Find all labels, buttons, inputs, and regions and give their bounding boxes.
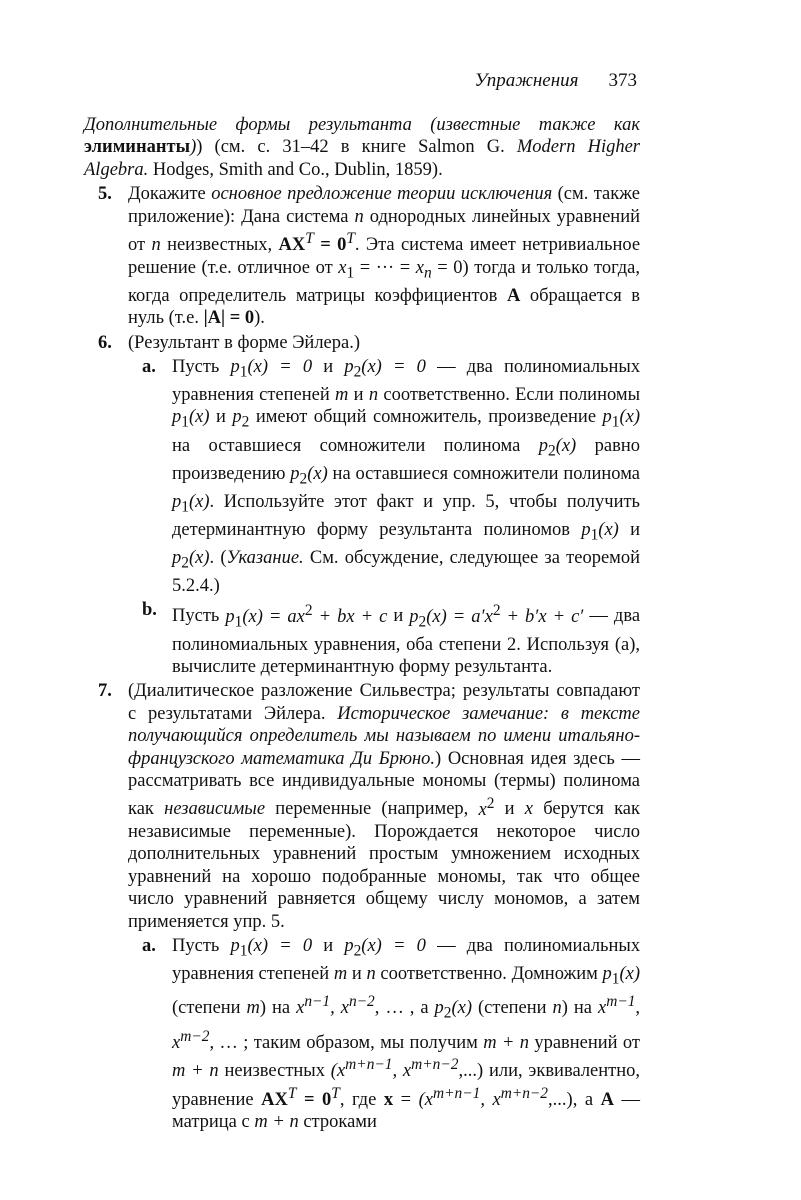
math-p2: $p_2(x)$ [172,547,210,572]
sub-label: a. [142,936,156,957]
text: на оставшиеся сомножители полинома [332,463,641,484]
sub-label: a. [142,356,156,377]
math: n [366,964,376,985]
math-p2: $p_2(x) = 0$ [344,936,426,960]
math-quad1: $p_1(x) = ax^2$ + bx + c [225,601,388,631]
intro-bold-term: элиминанты [84,137,191,158]
math-p1: $p_1(x) = 0$ [230,936,313,960]
historical-note: Историческое замечание: в тексте получающийся определитель мы называем по имени итальяно-французского математика Ди Брюно. [128,703,640,769]
math-quad2: $p_2(x) = a'x^2 + b'x + c'$ [409,601,584,631]
text: , где [339,1089,377,1110]
text: (степени [477,998,547,1019]
text: Пусть [172,936,220,957]
text: соответственно. Домножим [380,964,598,985]
math: m + n [172,1061,219,1082]
math-p1: $p_1(x)$ [602,407,641,432]
intro-paragraph [84,114,640,181]
hint-label: Указание. [226,547,304,568]
math: m + n [483,1032,529,1053]
math: m [335,385,349,405]
math-AXT: $AX^T = 0^T$ [261,1084,340,1110]
intro-italic-lead: Дополнительные формы результанта (известные также как [84,115,640,135]
math: = [393,1089,419,1110]
text: равно произведению [172,435,641,484]
text: . Эта система имеет нетривиальное решение (т.е. отличное от [128,235,641,278]
text: и [351,964,362,985]
text: — два полиномиальных уравнения, оба степени 2. Используя (a), вычислите детерминантную форму результанта. [172,606,641,678]
math-x-vector: x [383,1089,394,1110]
math-x1: $x_1$ = ··· = [338,257,411,282]
exercise-5 [84,183,640,329]
math-AXT: $AX^T = 0^T$ [278,230,355,256]
text: неизвестных [224,1061,325,1082]
text: и [393,606,404,627]
exercise-number: 6. [98,332,112,353]
math-p2: $p_2(x)$ [538,435,577,460]
exercise-6a [84,356,640,597]
math-detA: |A| = 0 [203,308,255,329]
running-header [84,68,637,94]
exercise-number: 7. [98,681,112,702]
text: (Результант в форме Эйлера.) [128,332,361,353]
text: или, эквивалентно, уравнение [172,1061,641,1110]
text: ). [254,308,265,329]
math-p2: $p_2(x)$ [434,998,473,1023]
math-p2: $p_2(x) = 0$ [344,356,426,381]
math-tuple: ($x^{m+n-1}$, $x^{m+n-2}$,...) [330,1056,484,1082]
math: n [552,998,562,1019]
text: и [504,799,515,820]
text: уравнений от [534,1032,641,1053]
italic-term: независимые [164,799,266,820]
text: Пусть [172,606,220,627]
text: Пусть [172,356,220,377]
text: , а [572,1089,594,1110]
math-A: A [506,285,521,306]
exercise-7 [84,680,640,933]
math-p1: $p_1(x)$ [581,519,619,544]
text: (Диалитическое разложение Сильвестра; результаты совпадают с результатами Эйлера. [128,681,640,724]
intro-rest: ) (см. с. 31–42 в книге Salmon G. [196,137,505,158]
page-number: 373 [608,70,637,91]
text: См. обсуждение, следующее за теоремой 5.2.4.) [172,547,641,596]
intro-book-title: Modern Higher Algebra. [84,137,641,180]
text: ) на [561,998,593,1019]
exercise-7a [84,935,640,1134]
math: m [246,998,260,1019]
text: соответственно. Если полиномы [383,385,641,405]
text: строками [303,1112,377,1133]
text: — два полиномиальных уравнения степеней [172,356,641,405]
math: n [368,385,379,405]
text: берутся как независимые переменные). Порождается некоторое число дополнительных уравнений простым умножением исходных уравнений на хорошо подобранные мономы, так что общее число уравнений равняется общему числу мономов, а затем применяется упр. 5. [128,799,641,932]
math: m [333,964,348,985]
text: обращается в нуль (т.е. [128,285,641,329]
text: и [630,519,641,540]
text: , а [409,998,429,1019]
intro-publisher: Hodges, Smith and Co., Dublin, 1859). [152,159,443,180]
text: неизвестных, [167,235,273,256]
text: имеют общий сомножитель, произведение [255,407,597,428]
text: ) тогда и только тогда, когда определитель матрицы коэффициентов [128,257,640,306]
text: ) Основная идея здесь — рассматривать все индивидуальные мономы (термы) полинома как [128,748,640,820]
text: ; таким образом, мы получим [243,1032,478,1053]
text: и [323,936,334,957]
text: переменные (например, [275,799,469,820]
text: (см. также приложение): Дана система [128,184,640,227]
math-p1: $p_1(x)$ [172,407,210,432]
text: и [215,407,226,428]
page-body [84,114,640,1134]
text: ) на [259,998,291,1019]
math: x [524,799,533,820]
text: (степени [172,998,241,1019]
exercise-6 [84,332,640,354]
text: Докажите [128,184,206,205]
math-p1: $p_1(x) = 0$ [230,356,313,381]
exercise-number: 5. [98,184,112,205]
exercise-6b [84,599,640,678]
math-xn: $x_n = 0$ [415,257,463,282]
text: на оставшиеся сомножители полинома [172,435,521,456]
text: . Используйте этот факт и упр. 5, чтобы получить детерминантную форму результанта полиномов [172,491,640,540]
text: — два полиномиальных уравнения степеней [172,936,641,985]
math-powers: $x^{n-1}$, $x^{n-2}$, … [296,993,410,1019]
intro-close-paren: ) [190,137,197,158]
sub-label: b. [142,600,157,621]
math-x2: $x^2$ [478,794,495,820]
math: n [354,206,364,227]
text: однородных линейных уравнений от [128,206,641,256]
text: . ( [209,547,227,568]
math-tuple: ($x^{m+n-1}$, $x^{m+n-2}$,...) [418,1084,573,1110]
math: n [151,235,161,256]
math-p2: $p_2(x)$ [290,463,328,488]
math-p2: $p_2$ [232,407,250,432]
math-powers: $x^{m-1}$, $x^{m-2}$, … [172,993,641,1053]
math-p1: $p_1(x)$ [172,491,210,516]
math-p1: $p_1(x)$ [602,964,641,988]
header-title: Упражнения [474,70,579,91]
text: и [323,356,334,377]
text: и [353,385,364,405]
math-A: A [600,1089,614,1110]
math: m + n [254,1112,299,1133]
italic-term: основное предложение теории исключения [211,184,553,205]
text: — матрица с [172,1089,640,1133]
